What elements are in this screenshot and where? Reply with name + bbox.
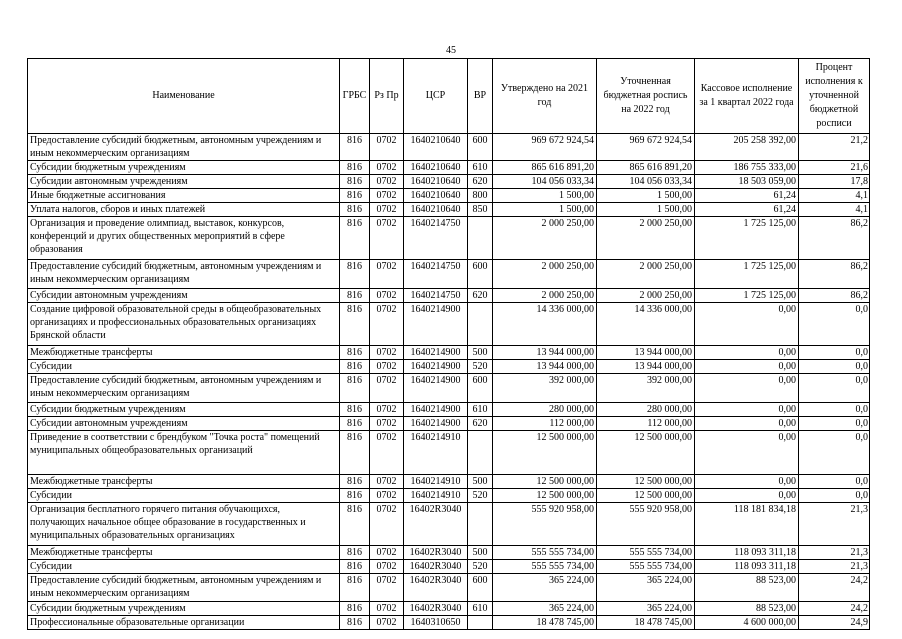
- cell-cash: 0,00: [695, 360, 799, 374]
- cell-csr: 1640214750: [404, 260, 468, 289]
- cell-refined: 2 000 250,00: [597, 217, 695, 260]
- cell-vr: 600: [468, 574, 493, 602]
- cell-vr: 520: [468, 560, 493, 574]
- cell-percent: 0,0: [799, 431, 870, 475]
- cell-rzpr: 0702: [370, 203, 404, 217]
- cell-name: Создание цифровой образовательной среды в общеобразовательных организациях и профессиональных образовательных организациях Брянской области: [28, 303, 340, 346]
- table-row: [28, 616, 870, 630]
- cell-cash: 18 503 059,00: [695, 175, 799, 189]
- cell-cash: 0,00: [695, 403, 799, 417]
- cell-rzpr: 0702: [370, 602, 404, 616]
- header-cash: Кассовое исполнение за 1 квартал 2022 года: [695, 59, 799, 134]
- cell-vr: 610: [468, 403, 493, 417]
- cell-vr: 610: [468, 602, 493, 616]
- header-name: Наименование: [28, 59, 340, 134]
- cell-cash: 61,24: [695, 203, 799, 217]
- cell-rzpr: 0702: [370, 475, 404, 489]
- cell-name: Субсидии: [28, 360, 340, 374]
- cell-percent: 21,6: [799, 161, 870, 175]
- cell-percent: 86,2: [799, 260, 870, 289]
- table-row: [28, 260, 870, 289]
- cell-percent: 0,0: [799, 417, 870, 431]
- cell-cash: 0,00: [695, 374, 799, 403]
- cell-refined: 365 224,00: [597, 574, 695, 602]
- cell-rzpr: 0702: [370, 217, 404, 260]
- cell-rzpr: 0702: [370, 403, 404, 417]
- table-row: [28, 175, 870, 189]
- cell-name: Межбюджетные трансферты: [28, 346, 340, 360]
- cell-csr: 1640210640: [404, 134, 468, 161]
- cell-name: Профессиональные образовательные организации: [28, 616, 340, 630]
- cell-cash: 118 093 311,18: [695, 560, 799, 574]
- cell-approved: 104 056 033,34: [493, 175, 597, 189]
- page-number: 45: [446, 45, 456, 56]
- header-grbs: ГРБС: [340, 59, 370, 134]
- cell-refined: 12 500 000,00: [597, 489, 695, 503]
- table-row: [28, 431, 870, 475]
- cell-csr: 16402R3040: [404, 546, 468, 560]
- table-row: [28, 503, 870, 546]
- cell-rzpr: 0702: [370, 289, 404, 303]
- cell-name: Уплата налогов, сборов и иных платежей: [28, 203, 340, 217]
- cell-name: Иные бюджетные ассигнования: [28, 189, 340, 203]
- cell-percent: 86,2: [799, 289, 870, 303]
- cell-percent: 0,0: [799, 303, 870, 346]
- cell-approved: 1 500,00: [493, 189, 597, 203]
- cell-percent: 4,1: [799, 203, 870, 217]
- cell-name: Предоставление субсидий бюджетным, автономным учреждениям и иным некоммерческим организациям: [28, 134, 340, 161]
- cell-grbs: 816: [340, 546, 370, 560]
- cell-rzpr: 0702: [370, 175, 404, 189]
- cell-name: Межбюджетные трансферты: [28, 475, 340, 489]
- cell-vr: 520: [468, 489, 493, 503]
- cell-cash: 0,00: [695, 303, 799, 346]
- cell-percent: 21,3: [799, 560, 870, 574]
- cell-vr: 500: [468, 475, 493, 489]
- cell-grbs: 816: [340, 574, 370, 602]
- cell-approved: 365 224,00: [493, 602, 597, 616]
- cell-vr: 600: [468, 374, 493, 403]
- cell-refined: 12 500 000,00: [597, 431, 695, 475]
- cell-rzpr: 0702: [370, 360, 404, 374]
- cell-vr: 850: [468, 203, 493, 217]
- cell-csr: 1640214900: [404, 360, 468, 374]
- cell-cash: 1 725 125,00: [695, 289, 799, 303]
- cell-name: Субсидии автономным учреждениям: [28, 417, 340, 431]
- cell-grbs: 816: [340, 489, 370, 503]
- cell-rzpr: 0702: [370, 503, 404, 546]
- cell-grbs: 816: [340, 175, 370, 189]
- table-row: [28, 303, 870, 346]
- cell-cash: 118 093 311,18: [695, 546, 799, 560]
- cell-grbs: 816: [340, 346, 370, 360]
- cell-rzpr: 0702: [370, 560, 404, 574]
- cell-refined: 13 944 000,00: [597, 346, 695, 360]
- cell-rzpr: 0702: [370, 574, 404, 602]
- cell-name: Субсидии автономным учреждениям: [28, 289, 340, 303]
- table-row: [28, 602, 870, 616]
- cell-cash: 1 725 125,00: [695, 260, 799, 289]
- cell-vr: 520: [468, 360, 493, 374]
- header-approved: Утверждено на 2021 год: [493, 59, 597, 134]
- cell-approved: 112 000,00: [493, 417, 597, 431]
- cell-approved: 12 500 000,00: [493, 489, 597, 503]
- cell-grbs: 816: [340, 431, 370, 475]
- cell-percent: 0,0: [799, 360, 870, 374]
- table-row: [28, 203, 870, 217]
- cell-percent: 21,2: [799, 134, 870, 161]
- cell-vr: 620: [468, 289, 493, 303]
- cell-refined: 2 000 250,00: [597, 289, 695, 303]
- cell-rzpr: 0702: [370, 546, 404, 560]
- table-row: [28, 417, 870, 431]
- cell-approved: 555 555 734,00: [493, 546, 597, 560]
- cell-approved: 13 944 000,00: [493, 360, 597, 374]
- cell-refined: 18 478 745,00: [597, 616, 695, 630]
- cell-csr: 16402R3040: [404, 503, 468, 546]
- cell-refined: 969 672 924,54: [597, 134, 695, 161]
- cell-vr: 620: [468, 175, 493, 189]
- cell-grbs: 816: [340, 161, 370, 175]
- cell-grbs: 816: [340, 616, 370, 630]
- cell-csr: 1640310650: [404, 616, 468, 630]
- cell-vr: [468, 503, 493, 546]
- cell-grbs: 816: [340, 189, 370, 203]
- cell-cash: 88 523,00: [695, 602, 799, 616]
- cell-refined: 865 616 891,20: [597, 161, 695, 175]
- cell-approved: 12 500 000,00: [493, 431, 597, 475]
- cell-csr: 1640214910: [404, 475, 468, 489]
- cell-name: Субсидии автономным учреждениям: [28, 175, 340, 189]
- cell-approved: 365 224,00: [493, 574, 597, 602]
- cell-rzpr: 0702: [370, 616, 404, 630]
- cell-refined: 14 336 000,00: [597, 303, 695, 346]
- cell-percent: 24,2: [799, 602, 870, 616]
- header-csr: ЦСР: [404, 59, 468, 134]
- cell-rzpr: 0702: [370, 417, 404, 431]
- table-row: [28, 546, 870, 560]
- cell-name: Межбюджетные трансферты: [28, 546, 340, 560]
- cell-grbs: 816: [340, 134, 370, 161]
- cell-cash: 118 181 834,18: [695, 503, 799, 546]
- cell-approved: 13 944 000,00: [493, 346, 597, 360]
- cell-csr: 1640214900: [404, 403, 468, 417]
- cell-csr: 1640214750: [404, 217, 468, 260]
- cell-name: Субсидии бюджетным учреждениям: [28, 161, 340, 175]
- cell-name: Предоставление субсидий бюджетным, автономным учреждениям и иным некоммерческим организациям: [28, 260, 340, 289]
- cell-approved: 392 000,00: [493, 374, 597, 403]
- header-row: [28, 59, 870, 134]
- cell-approved: 2 000 250,00: [493, 217, 597, 260]
- cell-refined: 1 500,00: [597, 189, 695, 203]
- cell-name: Субсидии: [28, 560, 340, 574]
- table-body: [28, 134, 870, 630]
- cell-csr: 1640214910: [404, 489, 468, 503]
- cell-cash: 88 523,00: [695, 574, 799, 602]
- cell-cash: 0,00: [695, 431, 799, 475]
- cell-approved: 14 336 000,00: [493, 303, 597, 346]
- cell-refined: 392 000,00: [597, 374, 695, 403]
- cell-grbs: 816: [340, 560, 370, 574]
- cell-csr: 16402R3040: [404, 560, 468, 574]
- cell-vr: 500: [468, 346, 493, 360]
- header-refined: Уточненная бюджетная роспись на 2022 год: [597, 59, 695, 134]
- cell-csr: 1640214900: [404, 374, 468, 403]
- cell-approved: 18 478 745,00: [493, 616, 597, 630]
- cell-refined: 112 000,00: [597, 417, 695, 431]
- table-row: [28, 289, 870, 303]
- cell-grbs: 816: [340, 374, 370, 403]
- table-row: [28, 161, 870, 175]
- table-row: [28, 560, 870, 574]
- cell-rzpr: 0702: [370, 374, 404, 403]
- cell-approved: 2 000 250,00: [493, 289, 597, 303]
- budget-table: [27, 58, 870, 630]
- cell-refined: 555 555 734,00: [597, 560, 695, 574]
- cell-csr: 16402R3040: [404, 602, 468, 616]
- table-row: [28, 489, 870, 503]
- cell-approved: 555 555 734,00: [493, 560, 597, 574]
- cell-rzpr: 0702: [370, 346, 404, 360]
- cell-rzpr: 0702: [370, 260, 404, 289]
- cell-percent: 17,8: [799, 175, 870, 189]
- cell-refined: 365 224,00: [597, 602, 695, 616]
- cell-cash: 0,00: [695, 475, 799, 489]
- cell-approved: 865 616 891,20: [493, 161, 597, 175]
- cell-grbs: 816: [340, 360, 370, 374]
- cell-cash: 61,24: [695, 189, 799, 203]
- cell-percent: 4,1: [799, 189, 870, 203]
- cell-vr: 610: [468, 161, 493, 175]
- cell-percent: 21,3: [799, 546, 870, 560]
- cell-csr: 1640210640: [404, 189, 468, 203]
- cell-grbs: 816: [340, 403, 370, 417]
- cell-percent: 0,0: [799, 475, 870, 489]
- cell-csr: 1640210640: [404, 175, 468, 189]
- cell-approved: 2 000 250,00: [493, 260, 597, 289]
- cell-cash: 205 258 392,00: [695, 134, 799, 161]
- cell-name: Субсидии: [28, 489, 340, 503]
- cell-grbs: 816: [340, 503, 370, 546]
- cell-grbs: 816: [340, 203, 370, 217]
- cell-percent: 0,0: [799, 346, 870, 360]
- cell-rzpr: 0702: [370, 489, 404, 503]
- cell-cash: 4 600 000,00: [695, 616, 799, 630]
- header-percent: Процент исполнения к уточненной бюджетной росписи: [799, 59, 870, 134]
- cell-csr: 16402R3040: [404, 574, 468, 602]
- cell-percent: 21,3: [799, 503, 870, 546]
- cell-refined: 12 500 000,00: [597, 475, 695, 489]
- cell-grbs: 816: [340, 217, 370, 260]
- cell-rzpr: 0702: [370, 189, 404, 203]
- cell-vr: 620: [468, 417, 493, 431]
- cell-vr: [468, 303, 493, 346]
- cell-vr: [468, 431, 493, 475]
- cell-refined: 280 000,00: [597, 403, 695, 417]
- table-row: [28, 374, 870, 403]
- cell-vr: [468, 217, 493, 260]
- cell-percent: 0,0: [799, 489, 870, 503]
- table-row: [28, 574, 870, 602]
- cell-refined: 1 500,00: [597, 203, 695, 217]
- cell-name: Организация и проведение олимпиад, выставок, конкурсов, конференций и других общественных мероприятий в сфере образования: [28, 217, 340, 260]
- cell-rzpr: 0702: [370, 303, 404, 346]
- table-row: [28, 360, 870, 374]
- cell-grbs: 816: [340, 303, 370, 346]
- header-vr: ВР: [468, 59, 493, 134]
- cell-cash: 0,00: [695, 346, 799, 360]
- cell-cash: 0,00: [695, 417, 799, 431]
- cell-refined: 555 555 734,00: [597, 546, 695, 560]
- cell-grbs: 816: [340, 417, 370, 431]
- cell-vr: [468, 616, 493, 630]
- cell-cash: 0,00: [695, 489, 799, 503]
- table-row: [28, 189, 870, 203]
- cell-grbs: 816: [340, 602, 370, 616]
- cell-name: Предоставление субсидий бюджетным, автономным учреждениям и иным некоммерческим организациям: [28, 574, 340, 602]
- cell-grbs: 816: [340, 475, 370, 489]
- header-rzpr: Рз Пр: [370, 59, 404, 134]
- cell-percent: 24,2: [799, 574, 870, 602]
- table-row: [28, 346, 870, 360]
- cell-vr: 600: [468, 134, 493, 161]
- cell-csr: 1640214750: [404, 289, 468, 303]
- table-row: [28, 134, 870, 161]
- cell-percent: 0,0: [799, 374, 870, 403]
- cell-refined: 104 056 033,34: [597, 175, 695, 189]
- cell-percent: 0,0: [799, 403, 870, 417]
- cell-cash: 186 755 333,00: [695, 161, 799, 175]
- cell-refined: 13 944 000,00: [597, 360, 695, 374]
- cell-name: Приведение в соответствии с брендбуком "Точка роста" помещений муниципальных общеобразовательных организаций: [28, 431, 340, 475]
- cell-csr: 1640214900: [404, 346, 468, 360]
- cell-csr: 1640214910: [404, 431, 468, 475]
- cell-approved: 555 920 958,00: [493, 503, 597, 546]
- cell-csr: 1640214900: [404, 417, 468, 431]
- cell-approved: 969 672 924,54: [493, 134, 597, 161]
- cell-vr: 600: [468, 260, 493, 289]
- cell-rzpr: 0702: [370, 134, 404, 161]
- cell-cash: 1 725 125,00: [695, 217, 799, 260]
- table-row: [28, 403, 870, 417]
- cell-grbs: 816: [340, 260, 370, 289]
- cell-approved: 12 500 000,00: [493, 475, 597, 489]
- cell-csr: 1640214900: [404, 303, 468, 346]
- table-row: [28, 475, 870, 489]
- cell-name: Субсидии бюджетным учреждениям: [28, 403, 340, 417]
- cell-approved: 1 500,00: [493, 203, 597, 217]
- cell-name: Организация бесплатного горячего питания обучающихся, получающих начальное общее образование в государственных и муниципальных образовательных организациях: [28, 503, 340, 546]
- cell-approved: 280 000,00: [493, 403, 597, 417]
- cell-csr: 1640210640: [404, 203, 468, 217]
- cell-csr: 1640210640: [404, 161, 468, 175]
- cell-name: Предоставление субсидий бюджетным, автономным учреждениям и иным некоммерческим организациям: [28, 374, 340, 403]
- cell-percent: 24,9: [799, 616, 870, 630]
- cell-rzpr: 0702: [370, 161, 404, 175]
- cell-grbs: 816: [340, 289, 370, 303]
- cell-vr: 800: [468, 189, 493, 203]
- cell-vr: 500: [468, 546, 493, 560]
- cell-percent: 86,2: [799, 217, 870, 260]
- cell-rzpr: 0702: [370, 431, 404, 475]
- table-row: [28, 217, 870, 260]
- cell-name: Субсидии бюджетным учреждениям: [28, 602, 340, 616]
- cell-refined: 2 000 250,00: [597, 260, 695, 289]
- cell-refined: 555 920 958,00: [597, 503, 695, 546]
